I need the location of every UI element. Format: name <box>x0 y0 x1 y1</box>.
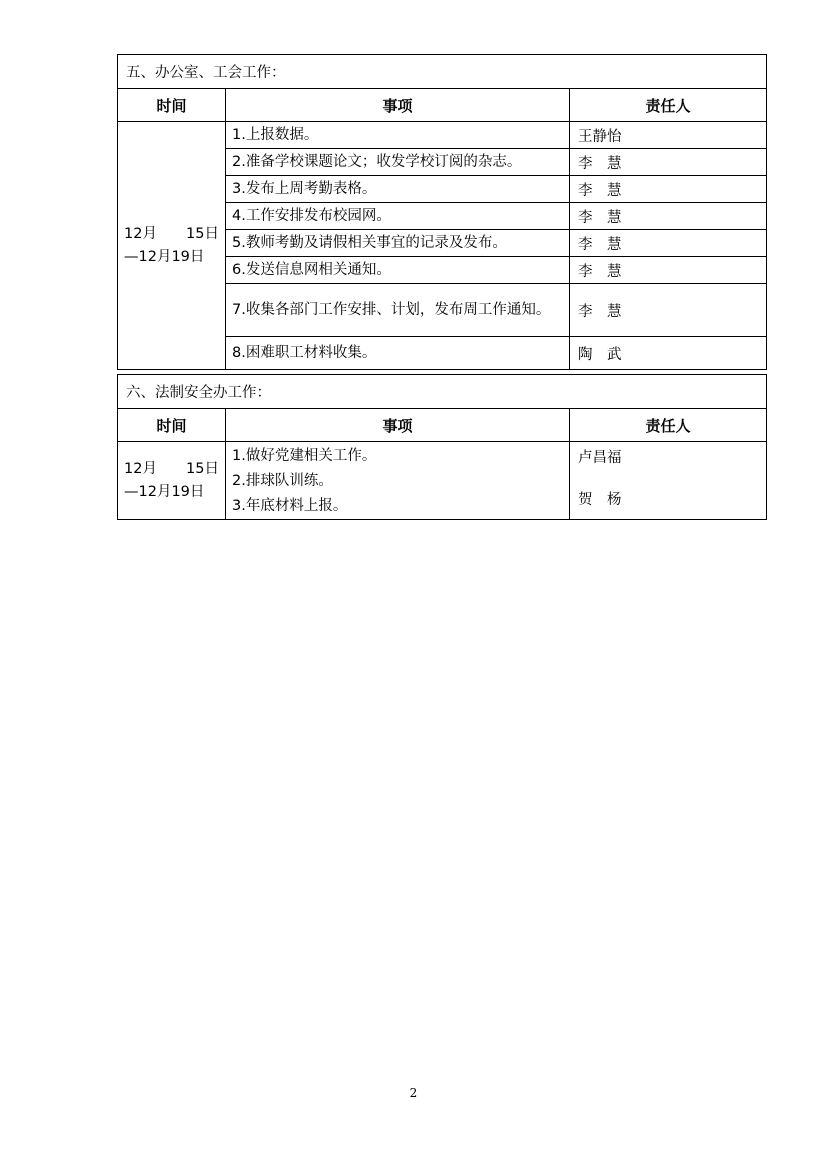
matter-cell: 5.教师考勤及请假相关事宜的记录及发布。 <box>226 230 570 257</box>
matter-cell: 7.收集各部门工作安排、计划，发布周工作通知。 <box>226 284 570 337</box>
section-title: 六、法制安全办工作： <box>118 375 767 409</box>
time-cell <box>118 442 226 520</box>
section-title: 五、办公室、工会工作： <box>118 55 767 89</box>
header-time: 时间 <box>118 89 226 122</box>
time-end: —12月19日 <box>124 483 205 500</box>
matter-cell: 1.上报数据。 <box>226 122 570 149</box>
header-person: 责任人 <box>570 409 767 442</box>
person-cell: 李 慧 <box>570 230 767 257</box>
matter-cell: 2.准备学校课题论文；收发学校订阅的杂志。 <box>226 149 570 176</box>
person-cell <box>570 442 767 520</box>
person-cell: 李 慧 <box>570 176 767 203</box>
person-cell: 陶 武 <box>570 337 767 370</box>
matter-cell <box>226 442 570 520</box>
legal-safety-work-table <box>117 374 767 520</box>
time-day: 15日 <box>186 460 219 477</box>
office-union-work-table <box>117 54 767 370</box>
time-month: 12月 <box>124 225 157 242</box>
matter-cell: 4.工作安排发布校园网。 <box>226 203 570 230</box>
person-cell: 李 慧 <box>570 149 767 176</box>
person-name: 卢昌福 <box>578 450 622 466</box>
time-cell <box>118 122 226 370</box>
header-matter: 事项 <box>226 89 570 122</box>
person-name: 贺 杨 <box>578 492 622 508</box>
person-cell: 李 慧 <box>570 257 767 284</box>
header-time: 时间 <box>118 409 226 442</box>
header-person: 责任人 <box>570 89 767 122</box>
matter-item: 1.做好党建相关工作。 <box>232 448 377 464</box>
person-cell: 王静怡 <box>570 122 767 149</box>
matter-cell: 3.发布上周考勤表格。 <box>226 176 570 203</box>
matter-cell: 8.困难职工材料收集。 <box>226 337 570 370</box>
matter-item: 2.排球队训练。 <box>232 473 333 489</box>
matter-cell: 6.发送信息网相关通知。 <box>226 257 570 284</box>
time-month: 12月 <box>124 460 157 477</box>
matter-item: 3.年底材料上报。 <box>232 498 348 514</box>
page-number: 2 <box>409 1086 418 1100</box>
person-cell: 李 慧 <box>570 284 767 337</box>
person-cell: 李 慧 <box>570 203 767 230</box>
time-end: —12月19日 <box>124 248 205 265</box>
time-day: 15日 <box>186 225 219 242</box>
header-matter: 事项 <box>226 409 570 442</box>
